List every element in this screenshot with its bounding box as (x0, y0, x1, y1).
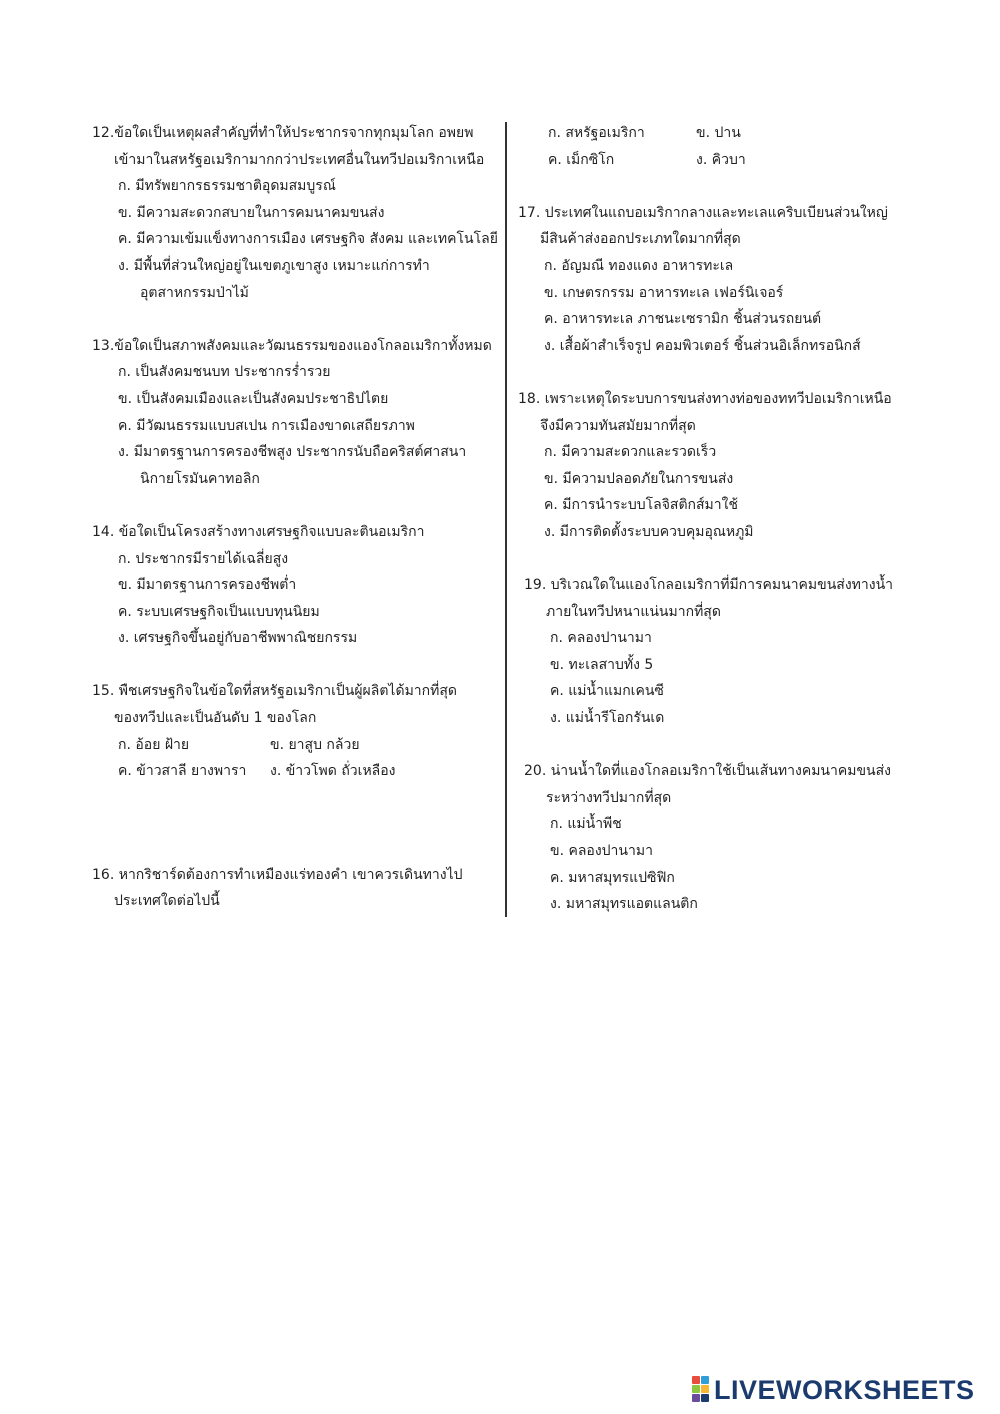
option[interactable]: ก. ประชากรมีรายได้เฉลี่ยสูง (118, 550, 289, 567)
option[interactable]: ข. คลองปานามา (550, 843, 653, 860)
option[interactable]: ก. เป็นสังคมชนบท ประชากรร่ำรวย (118, 364, 331, 381)
question-14: 14. ข้อใดเป็นโครงสร้างทางเศรษฐกิจแบบละตินอเมริกา ก. ประชากรมีรายได้เฉลี่ยสูง ข. มีมาตรฐานการครองชีพต่ำ ค. ระบบเศรษฐกิจเป็นแบบทุนนิยม ง. เศรษฐกิจขึ้นอยู่กับอาชีพพาณิชยกรรม (92, 519, 504, 652)
logo-icon (692, 1376, 710, 1404)
option[interactable]: ก. คลองปานามา (550, 630, 652, 647)
option[interactable]: ก. มีทรัพยากรธรรมชาติอุดมสมบูรณ์ (118, 178, 336, 195)
question-12: 12.ข้อใดเป็นเหตุผลสำคัญที่ทำให้ประชากรจากทุกมุมโลก อพยพ เข้ามาในสหรัฐอเมริกามากกว่าประเทศอื่นในทวีปอเมริกาเหนือ ก. มีทรัพยากรธรรมชาติอุดมสมบูรณ์ ข. มีความสะดวกสบายในการคมนาคมขนส่ง ค. มีความเข้มแข็งทางการเมือง เศรษฐกิจ สังคม และเทคโนโลยี ง. มีพื้นที่ส่วนใหญ่อยู่ในเขตภูเขาสูง เหมาะแก่การทำ อุตสาหกรรมป่าไม้ (92, 120, 504, 306)
option[interactable]: ค. แม่น้ำแมกเคนซี (550, 683, 664, 700)
logo-text: LIVEWORKSHEETS (714, 1374, 975, 1405)
question-15: 15. พืชเศรษฐกิจในข้อใดที่สหรัฐอเมริกาเป็นผู้ผลิตได้มากที่สุด ของทวีปและเป็นอันดับ 1 ของโลก ก. อ้อย ฝ้าย ข. ยาสูบ กล้วย ค. ข้าวสาลี ยางพารา ง. ข้าวโพด ถั่วเหลือง (92, 678, 504, 784)
option[interactable]: ง. มหาสมุทรแอตแลนติก (550, 896, 698, 913)
question-16-options (518, 120, 918, 173)
option[interactable]: ค. มหาสมุทรแปซิฟิก (550, 869, 675, 886)
option[interactable]: ง. เสื้อผ้าสำเร็จรูป คอมพิวเตอร์ ชิ้นส่วนอิเล็กทรอนิกส์ (544, 337, 861, 354)
option[interactable]: ง. คิวบา (696, 151, 746, 168)
question-18: 18. เพราะเหตุใดระบบการขนส่งทางท่อของททวีปอเมริกาเหนือ จึงมีความทันสมัยมากที่สุด ก. มีความสะดวกและรวดเร็ว ข. มีความปลอดภัยในการขนส่ง ค. มีการนำระบบโลจิสติกส์มาใช้ ง. มีการติดตั้งระบบควบคุมอุณหภูมิ (518, 386, 918, 546)
option[interactable]: ข. ทะเลสาบทั้ง 5 (550, 656, 654, 673)
option[interactable]: ข. มีความสะดวกสบายในการคมนาคมขนส่ง (118, 204, 385, 221)
right-column (518, 120, 918, 918)
option[interactable]: ค. ข้าวสาลี ยางพารา (118, 763, 247, 780)
option[interactable]: ค. มีความเข้มแข็งทางการเมือง เศรษฐกิจ สังคม และเทคโนโลยี (118, 231, 498, 248)
option[interactable]: ข. มีความปลอดภัยในการขนส่ง (544, 470, 734, 487)
option[interactable]: ค. มีวัฒนธรรมแบบสเปน การเมืองขาดเสถียรภาพ (118, 417, 415, 434)
option[interactable]: ง. ข้าวโพด ถั่วเหลือง (270, 763, 396, 780)
option[interactable]: ข. เกษตรกรรม อาหารทะเล เฟอร์นิเจอร์ (544, 284, 784, 301)
question-19: 19. บริเวณใดในแองโกลอเมริกาที่มีการคมนาคมขนส่งทางน้ำ ภายในทวีปหนาแน่นมากที่สุด ก. คลองปานามา ข. ทะเลสาบทั้ง 5 ค. แม่น้ำแมกเคนซี ง. แม่น้ำรีโอกรันเด (518, 572, 918, 732)
question-13: 13.ข้อใดเป็นสภาพสังคมและวัฒนธรรมของแองโกลอเมริกาทั้งหมด ก. เป็นสังคมชนบท ประชากรร่ำรวย ข. เป็นสังคมเมืองและเป็นสังคมประชาธิปไตย ค. มีวัฒนธรรมแบบสเปน การเมืองขาดเสถียรภาพ ง. มีมาตรฐานการครองชีพสูง ประชากรนับถือคริสต์ศาสนา นิกายโรมันคาทอลิก (92, 333, 504, 493)
option[interactable]: ข. เป็นสังคมเมืองและเป็นสังคมประชาธิปไตย (118, 390, 389, 407)
option[interactable]: ข. ยาสูบ กล้วย (270, 736, 360, 753)
question-16: 16. หากริชาร์ดต้องการทำเหมืองแร่ทองคำ เขาควรเดินทางไป ประเทศใดต่อไปนี้ (92, 866, 463, 910)
option[interactable]: ก. แม่น้ำพีช (550, 816, 622, 833)
option[interactable]: ก. สหรัฐอเมริกา (548, 125, 645, 141)
option[interactable]: ง. มีพื้นที่ส่วนใหญ่อยู่ในเขตภูเขาสูง เหมาะแก่การทำ (118, 257, 430, 274)
option[interactable]: ค. มีการนำระบบโลจิสติกส์มาใช้ (544, 497, 738, 514)
column-divider (505, 122, 507, 917)
option[interactable]: ค. เม็กซิโก (548, 151, 615, 168)
option[interactable]: ก. มีความสะดวกและรวดเร็ว (544, 444, 717, 461)
option[interactable]: ค. ระบบเศรษฐกิจเป็นแบบทุนนิยม (118, 603, 320, 620)
option[interactable]: ก. อัญมณี ทองแดง อาหารทะเล (544, 257, 734, 274)
liveworksheets-logo (692, 1373, 975, 1407)
question-20: 20. น่านน้ำใดที่แองโกลอเมริกาใช้เป็นเส้นทางคมนาคมขนส่ง ระหว่างทวีปมากที่สุด ก. แม่น้ำพีช ข. คลองปานามา ค. มหาสมุทรแปซิฟิก ง. มหาสมุทรแอตแลนติก (518, 758, 918, 918)
option[interactable]: ง. มีมาตรฐานการครองชีพสูง ประชากรนับถือคริสต์ศาสนา (118, 444, 467, 461)
option[interactable]: ง. มีการติดตั้งระบบควบคุมอุณหภูมิ (544, 523, 754, 540)
option[interactable]: ข. มีมาตรฐานการครองชีพต่ำ (118, 577, 297, 594)
option[interactable]: ก. อ้อย ฝ้าย (118, 736, 190, 753)
option[interactable]: ง. เศรษฐกิจขึ้นอยู่กับอาชีพพาณิชยกรรม (118, 630, 358, 647)
option[interactable]: ค. อาหารทะเล ภาชนะเซรามิก ชิ้นส่วนรถยนต์ (544, 311, 822, 328)
option[interactable]: ง. แม่น้ำรีโอกรันเด (550, 710, 665, 727)
option[interactable]: ข. ปาน (696, 125, 741, 141)
question-17: 17. ประเทศในแถบอเมริกากลางและทะเลแคริบเบียนส่วนใหญ่ มีสินค้าส่งออกประเภทใดมากที่สุด ก. อัญมณี ทองแดง อาหารทะเล ข. เกษตรกรรม อาหารทะเล เฟอร์นิเจอร์ ค. อาหารทะเล ภาชนะเซรามิก ชิ้นส่วนรถยนต์ ง. เสื้อผ้าสำเร็จรูป คอมพิวเตอร์ ชิ้นส่วนอิเล็กทรอนิกส์ (518, 200, 918, 360)
left-column (92, 120, 504, 915)
